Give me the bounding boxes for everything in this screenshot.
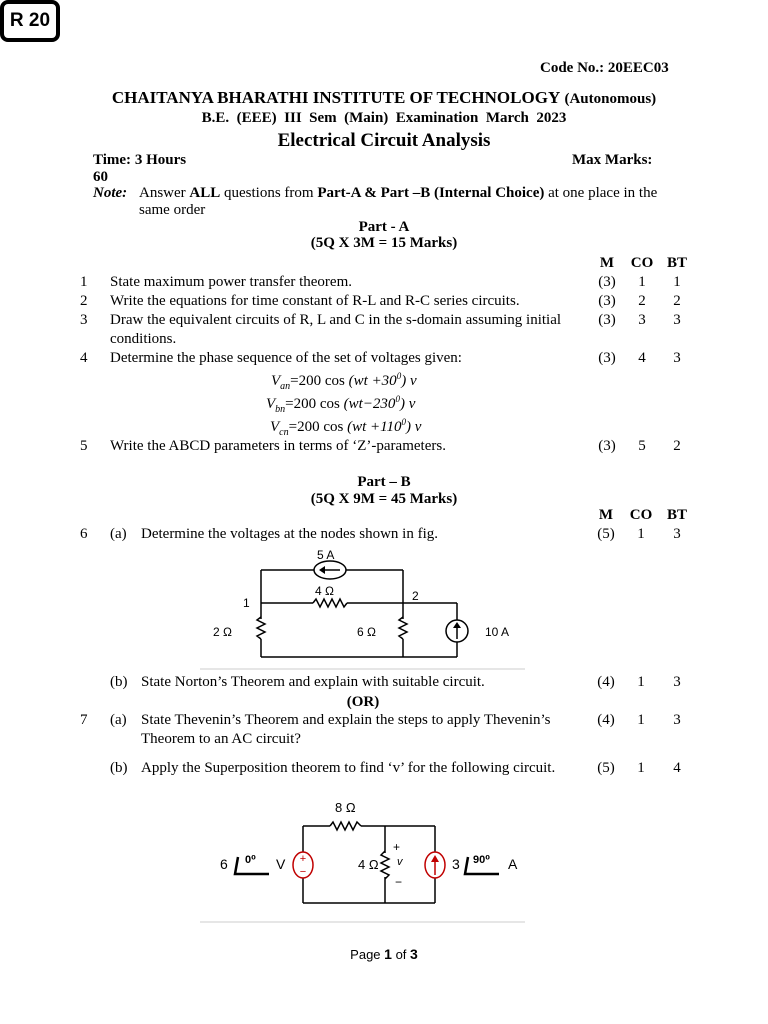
question-text: State Thevenin’s Theorem and explain the steps to apply Thevenin’s xyxy=(141,712,551,728)
label-voltage-angle: 0⁰ xyxy=(245,854,256,866)
node-1-label: 1 xyxy=(243,596,250,610)
label-current-unit: A xyxy=(508,856,518,872)
q-number: 3 xyxy=(80,312,88,328)
q-co: 2 xyxy=(638,293,646,309)
label-4ohm: 4 Ω xyxy=(315,584,334,598)
q-co: 1 xyxy=(637,674,645,690)
r20-logo: R 20 xyxy=(0,0,60,42)
q-marks: (3) xyxy=(598,293,616,309)
q-bt: 3 xyxy=(673,526,681,542)
note-label: Note: xyxy=(93,185,128,201)
q-number: 7 xyxy=(80,712,88,728)
col-header-m: M xyxy=(599,255,615,271)
label-current-angle: 90⁰ xyxy=(473,854,491,866)
q-bt: 3 xyxy=(673,712,681,728)
q-bt: 3 xyxy=(673,350,681,366)
label-current-magnitude: 3 xyxy=(452,856,460,872)
current-source-5a xyxy=(314,561,346,579)
q-sub-label: (b) xyxy=(110,760,128,776)
label-2ohm: 2 Ω xyxy=(213,625,232,639)
part-a-title: Part - A xyxy=(358,219,410,235)
q-co: 3 xyxy=(638,312,646,328)
q-sub-label: (b) xyxy=(110,674,128,690)
equation-van: $V_{an}=200$ $\cos (wt +30^0)$ v xyxy=(271,371,417,392)
q-marks: (3) xyxy=(598,274,616,290)
part-a-marks: (5Q X 3M = 15 Marks) xyxy=(310,235,458,251)
col-header-bt: BT xyxy=(666,507,687,523)
institute-name: CHAITANYA BHARATHI INSTITUTE OF TECHNOLOGY xyxy=(111,88,561,107)
svg-text:+: + xyxy=(299,853,307,865)
label-5a: 5 A xyxy=(317,548,335,562)
q-bt: 4 xyxy=(673,760,681,776)
time-label: Time: xyxy=(93,152,132,168)
q-number: 6 xyxy=(80,526,88,542)
q-co: 4 xyxy=(638,350,646,366)
q-number: 1 xyxy=(80,274,88,290)
question-text: Draw the equivalent circuits of R, L and C in the s-domain assuming initial xyxy=(110,312,562,328)
col-header-co: CO xyxy=(630,255,654,271)
circuit-figure-nodal xyxy=(195,545,530,675)
q-bt: 3 xyxy=(673,312,681,328)
equation-vcn: $V_{cn}=200$ $\cos (wt +110^0)$ v xyxy=(270,417,422,438)
question-text: Determine the voltages at the nodes shown in fig. xyxy=(141,526,439,542)
q-bt: 1 xyxy=(673,274,681,290)
max-marks-value: 60 xyxy=(93,169,108,185)
q-marks: (3) xyxy=(598,438,616,454)
q-marks: (3) xyxy=(598,312,616,328)
q-sub-label: (a) xyxy=(110,712,127,728)
question-text: Determine the phase sequence of the set of voltages given: xyxy=(110,350,462,366)
page-footer: Page 1 of 3 xyxy=(350,946,418,962)
q-bt: 2 xyxy=(673,293,681,309)
question-text: Write the equations for time constant of R-L and R-C series circuits. xyxy=(110,293,520,309)
circuit-figure-superposition xyxy=(195,795,530,925)
col-header-m: M xyxy=(598,507,614,523)
exam-title: B.E. (EEE) III Sem (Main) Examination March 2023 xyxy=(201,110,567,126)
code-number: Code No.: 20EEC03 xyxy=(540,60,669,76)
part-b-title: Part – B xyxy=(357,474,411,490)
q-co: 1 xyxy=(637,526,645,542)
col-header-bt: BT xyxy=(666,255,687,271)
note-text-line2: same order xyxy=(139,202,206,218)
q-number: 2 xyxy=(80,293,88,309)
current-source xyxy=(425,852,445,878)
equation-vbn: $V_{bn}=200$ $\cos (wt-230^0)$ v xyxy=(266,394,416,415)
q-bt: 3 xyxy=(673,674,681,690)
question-text: State Norton’s Theorem and explain with suitable circuit. xyxy=(141,674,485,690)
or-separator: (OR) xyxy=(346,694,380,710)
autonomous-label: (Autonomous) xyxy=(564,91,657,107)
q-co: 1 xyxy=(638,274,646,290)
time-value: 3 Hours xyxy=(134,152,187,168)
label-voltage-magnitude: 6 xyxy=(220,856,228,872)
question-text-line2: Theorem to an AC circuit? xyxy=(141,731,301,747)
note-text: Answer ALL questions from Part-A & Part –B (Internal Choice) at one place in the xyxy=(139,185,658,201)
q-co: 5 xyxy=(638,438,646,454)
question-text: State maximum power transfer theorem. xyxy=(110,274,353,290)
institute-title xyxy=(0,88,768,108)
label-10a: 10 A xyxy=(485,625,510,639)
q-bt: 2 xyxy=(673,438,681,454)
voltage-source xyxy=(293,852,313,878)
label-4ohm: 4 Ω xyxy=(358,857,379,872)
subject-title: Electrical Circuit Analysis xyxy=(277,130,491,151)
q-marks: (3) xyxy=(598,350,616,366)
q-number: 5 xyxy=(80,438,88,454)
q-co: 1 xyxy=(637,712,645,728)
label-8ohm: 8 Ω xyxy=(335,800,356,815)
current-source-10a xyxy=(446,620,468,642)
q-marks: (5) xyxy=(597,526,615,542)
question-text: Write the ABCD parameters in terms of ‘Z’-parameters. xyxy=(110,438,446,454)
q-co: 1 xyxy=(637,760,645,776)
label-v: v xyxy=(397,856,403,868)
question-text-line2: conditions. xyxy=(110,331,177,347)
col-header-co: CO xyxy=(629,507,653,523)
node-2-label: 2 xyxy=(412,589,419,603)
svg-text:−: − xyxy=(299,866,307,878)
v-plus: + xyxy=(393,840,401,854)
max-marks-label: Max Marks: xyxy=(572,152,653,168)
label-6ohm: 6 Ω xyxy=(357,625,376,639)
label-voltage-unit: V xyxy=(276,856,286,872)
question-text: Apply the Superposition theorem to find ‘v’ for the following circuit. xyxy=(141,760,556,776)
part-b-marks: (5Q X 9M = 45 Marks) xyxy=(310,491,458,507)
q-number: 4 xyxy=(80,350,88,366)
time-row xyxy=(93,152,186,169)
q-marks: (4) xyxy=(597,674,615,690)
q-marks: (5) xyxy=(597,760,615,776)
q-marks: (4) xyxy=(597,712,615,728)
q-sub-label: (a) xyxy=(110,526,127,542)
v-minus: − xyxy=(395,875,403,889)
